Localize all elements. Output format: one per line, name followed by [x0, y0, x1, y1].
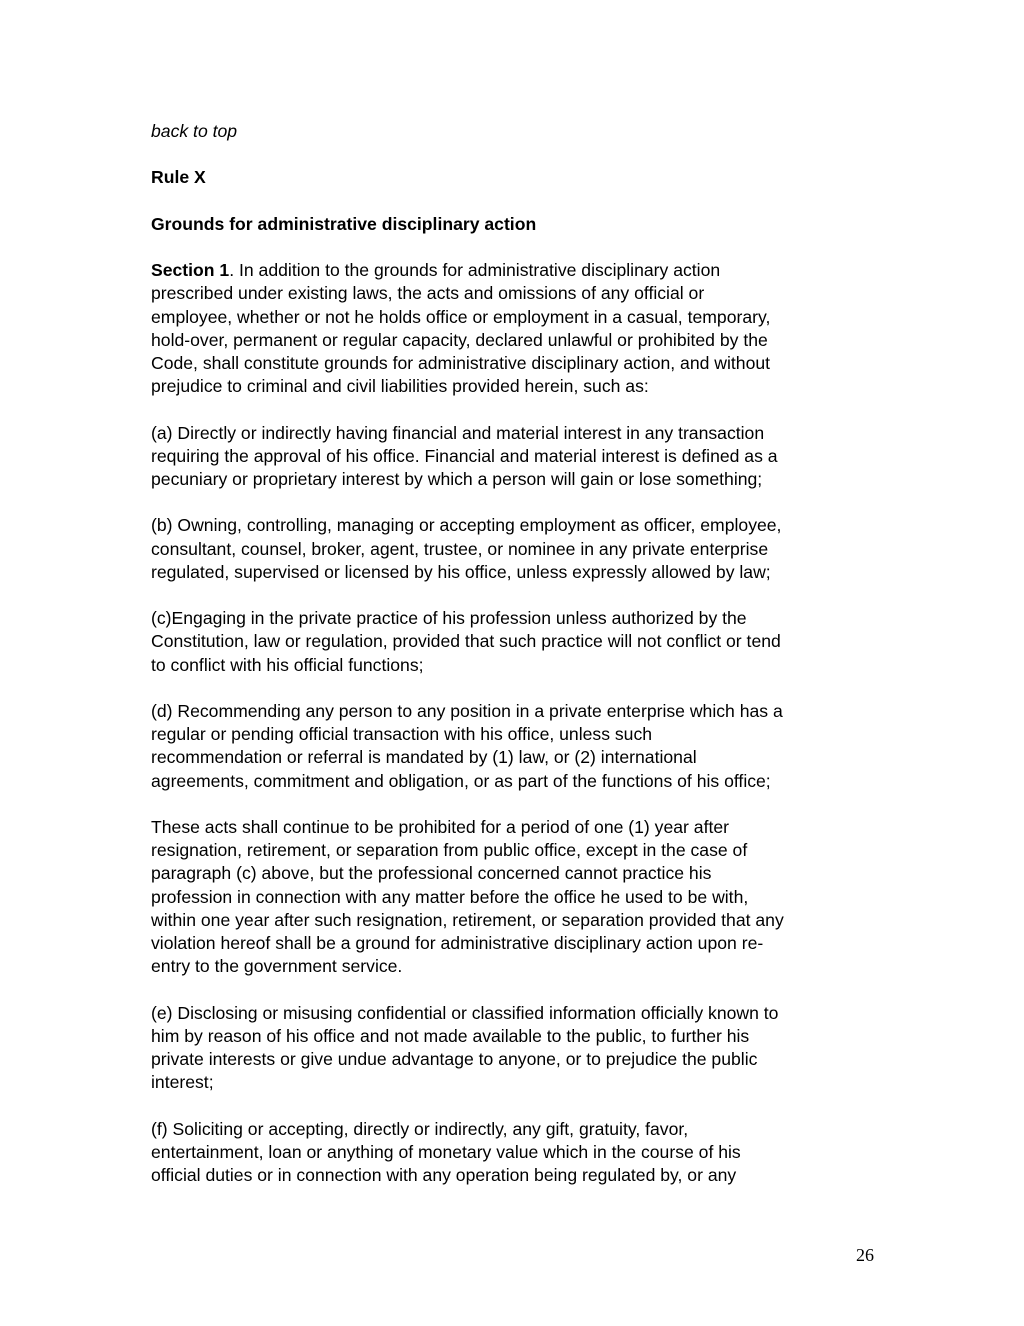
paragraph-line: (e) Disclosing or misusing confidential or classified information officially known to: [151, 1002, 779, 1023]
page-number: 26: [856, 1245, 874, 1265]
paragraph-line: (c)Engaging in the private practice of his profession unless authorized by the: [151, 608, 747, 629]
paragraph-line: pecuniary or proprietary interest by which a person will gain or lose something;: [151, 468, 763, 489]
paragraph-line: private interests or give undue advantage to anyone, or to prejudice the public: [151, 1048, 758, 1069]
rule-title: Rule X: [151, 167, 206, 188]
paragraph-line: recommendation or referral is mandated by (1) law, or (2) international: [151, 747, 697, 768]
paragraph-line: official duties or in connection with any operation being regulated by, or any: [151, 1164, 737, 1185]
paragraph-line: regular or pending official transaction with his office, unless such: [151, 724, 653, 745]
paragraph-c: [151, 607, 891, 677]
paragraph-line: (f) Soliciting or accepting, directly or indirectly, any gift, gratuity, favor,: [151, 1118, 689, 1139]
section-1-line: prejudice to criminal and civil liabilities provided herein, such as:: [151, 376, 649, 397]
paragraph-line: to conflict with his official functions;: [151, 654, 424, 675]
paragraph-line: These acts shall continue to be prohibited for a period of one (1) year after: [151, 816, 729, 837]
paragraph-line: consultant, counsel, broker, agent, trustee, or nominee in any private enterprise: [151, 538, 769, 559]
section-1-line: employee, whether or not he holds office or employment in a casual, temporary,: [151, 306, 771, 327]
paragraph-line: entry to the government service.: [151, 956, 403, 977]
paragraph-line: requiring the approval of his office. Financial and material interest is defined as a: [151, 445, 778, 466]
paragraph-line: him by reason of his office and not made available to the public, to further his: [151, 1025, 750, 1046]
paragraph-prohibition-period: [151, 816, 891, 978]
paragraph-line: entertainment, loan or anything of monetary value which in the course of his: [151, 1141, 741, 1162]
section-label: Section 1: [151, 260, 230, 281]
section-1-line: prescribed under existing laws, the acts and omissions of any official or: [151, 283, 705, 304]
back-to-top-link[interactable]: back to top: [151, 121, 238, 141]
paragraph-line: (d) Recommending any person to any position in a private enterprise which has a: [151, 700, 783, 721]
paragraph-line: agreements, commitment and obligation, or as part of the functions of his office;: [151, 770, 771, 791]
paragraph-f: [151, 1118, 891, 1188]
paragraph-a: [151, 422, 891, 492]
back-to-top-paragraph: [151, 120, 891, 143]
paragraph-line: regulated, supervised or licensed by his office, unless expressly allowed by law;: [151, 561, 771, 582]
section-1-paragraph: [151, 259, 891, 398]
paragraph-line: profession in connection with any matter before the office he used to be with,: [151, 886, 749, 907]
section-1-line: [151, 259, 891, 282]
section-1-line: hold-over, permanent or regular capacity, declared unlawful or prohibited by the: [151, 329, 768, 350]
paragraph-line: Constitution, law or regulation, provided that such practice will not conflict or tend: [151, 631, 781, 652]
section-1-text: . In addition to the grounds for administrative disciplinary action: [229, 260, 721, 281]
paragraph-line: within one year after such resignation, retirement, or separation provided that any: [151, 909, 784, 930]
paragraph-e: [151, 1002, 891, 1095]
paragraph-line: violation hereof shall be a ground for administrative disciplinary action upon re-: [151, 932, 764, 953]
paragraph-d: [151, 700, 891, 793]
paragraph-line: resignation, retirement, or separation from public office, except in the case of: [151, 840, 748, 861]
paragraph-b: [151, 514, 891, 584]
paragraph-line: (b) Owning, controlling, managing or accepting employment as officer, employee,: [151, 515, 782, 536]
rule-subtitle: Grounds for administrative disciplinary action: [151, 213, 537, 234]
paragraph-line: interest;: [151, 1072, 214, 1093]
page-content: [151, 120, 891, 1210]
paragraph-line: (a) Directly or indirectly having financial and material interest in any transaction: [151, 422, 765, 443]
paragraph-line: paragraph (c) above, but the professional concerned cannot practice his: [151, 863, 712, 884]
section-1-line: Code, shall constitute grounds for administrative disciplinary action, and without: [151, 352, 771, 373]
